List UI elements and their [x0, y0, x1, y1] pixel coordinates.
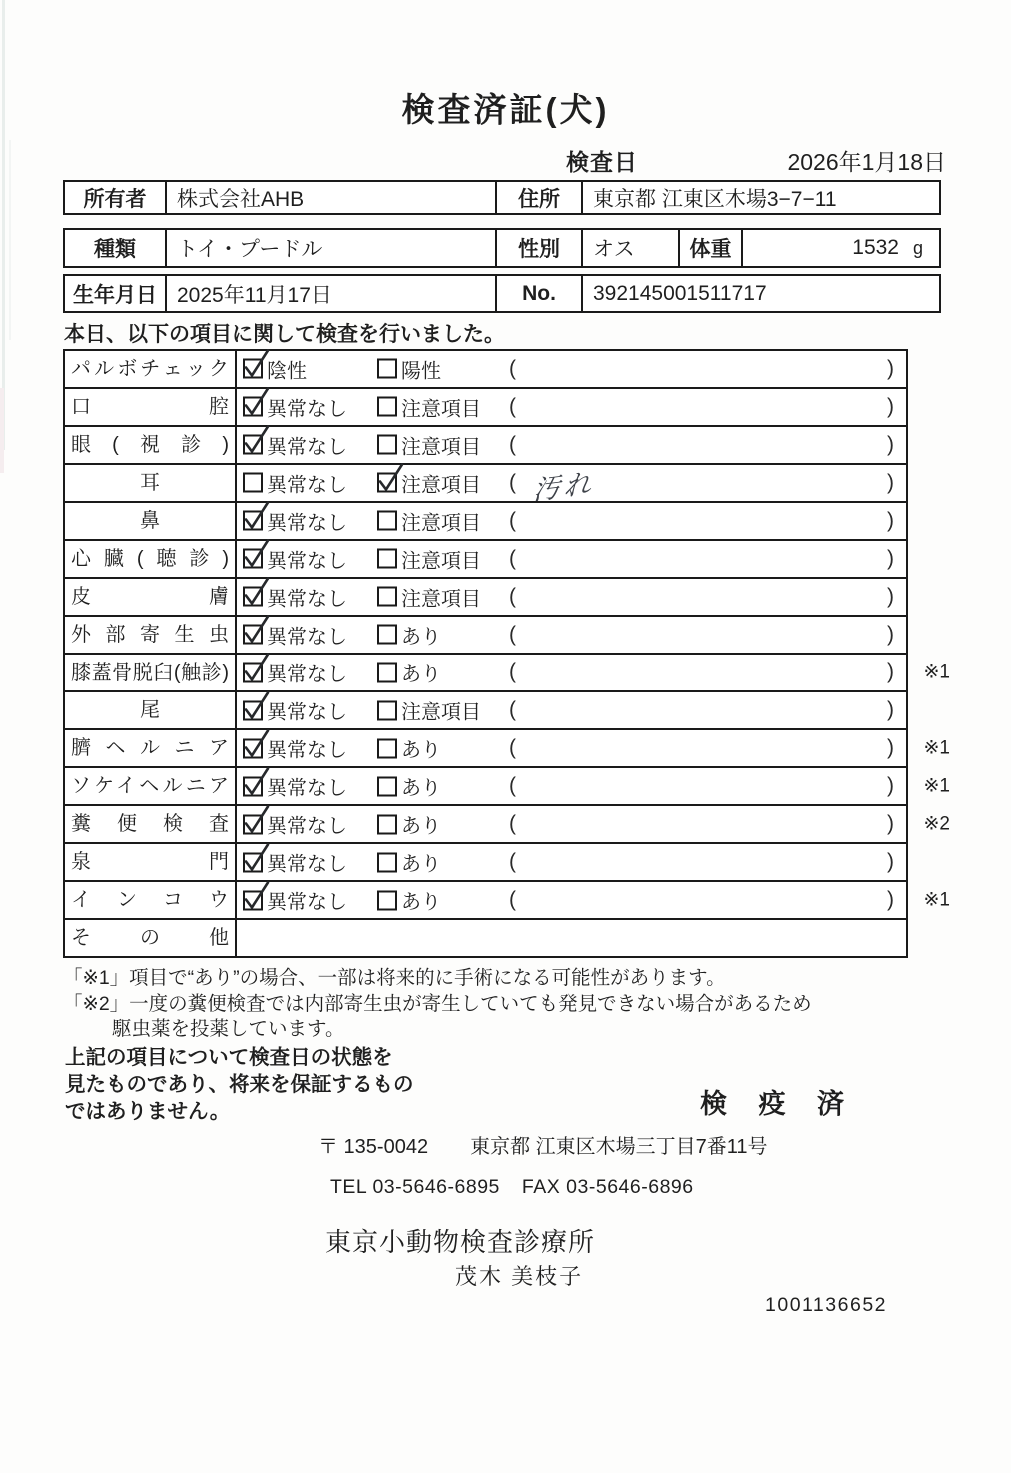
result-option	[243, 544, 347, 573]
handwritten-remark: 汚れ	[532, 467, 596, 506]
checkbox-checked	[243, 625, 263, 645]
clinic-tel: TEL 03-5646-6895	[330, 1176, 500, 1198]
result-option	[243, 810, 347, 839]
checkbox-checked	[243, 549, 263, 569]
remarks-paren-close: )	[887, 546, 894, 570]
result-option	[377, 506, 481, 535]
remarks-paren-open: (	[509, 470, 516, 494]
checkbox-unchecked	[377, 587, 397, 607]
remarks-paren-close: )	[887, 508, 894, 532]
clinic-tel-fax-line	[330, 1176, 694, 1199]
remarks-paren-open: (	[509, 888, 516, 912]
result-option	[377, 696, 481, 725]
checklist-row	[65, 918, 906, 956]
item-label: 眼(視診)	[65, 427, 237, 463]
item-label: 皮膚	[65, 579, 237, 615]
checkbox-unchecked	[377, 435, 397, 455]
result-option	[243, 886, 347, 915]
scan-artifact-smudge	[0, 388, 4, 473]
item-label: 口腔	[65, 389, 237, 425]
option-label: あり	[401, 739, 441, 762]
remarks-paren-open: (	[509, 812, 516, 836]
checkbox-checked	[243, 890, 263, 910]
remarks-paren-close: )	[887, 660, 894, 684]
option-label: 異常なし	[267, 436, 347, 459]
option-label: 異常なし	[267, 663, 347, 686]
footnote-mark: ※1	[923, 737, 950, 759]
result-option	[243, 582, 347, 611]
option-label: 異常なし	[267, 815, 347, 838]
remarks-paren-open: (	[509, 622, 516, 646]
checklist-row	[65, 351, 906, 387]
address-value: 東京都 江東区木場3−7−11	[581, 182, 939, 213]
remarks-paren-close: )	[887, 622, 894, 646]
option-label: 注意項目	[401, 474, 481, 497]
weight-label: 体重	[678, 230, 741, 266]
item-label: 膝蓋骨脱臼(触診)	[65, 655, 237, 691]
remarks-paren-close: )	[887, 812, 894, 836]
option-label: 異常なし	[267, 398, 347, 421]
checkbox-unchecked	[377, 738, 397, 758]
checkbox-unchecked	[377, 397, 397, 417]
sex-value: オス	[581, 230, 678, 266]
item-label: 尾	[65, 692, 237, 728]
checklist-row	[65, 501, 906, 539]
birthdate-value: 2025年11月17日	[165, 276, 495, 311]
remarks-paren-open: (	[509, 660, 516, 684]
option-label: 異常なし	[267, 474, 347, 497]
result-option	[377, 734, 441, 763]
checkbox-unchecked	[377, 700, 397, 720]
remarks-paren-open: (	[509, 736, 516, 760]
remarks-paren-open: (	[509, 774, 516, 798]
item-label: 耳	[65, 465, 237, 501]
result-option	[377, 848, 441, 877]
result-option	[243, 468, 347, 497]
breed-row	[63, 228, 941, 268]
checkbox-unchecked	[377, 814, 397, 834]
result-option	[377, 886, 441, 915]
disclaimer-line3: ではありません。	[65, 1100, 231, 1123]
remarks-paren-close: )	[887, 850, 894, 874]
breed-label: 種類	[94, 238, 136, 261]
sex-label: 性別	[495, 230, 581, 266]
checklist-row	[65, 425, 906, 463]
checkbox-checked	[243, 662, 263, 682]
result-option	[377, 810, 441, 839]
checkbox-checked	[243, 435, 263, 455]
scan-artifact-line	[9, 140, 11, 340]
remarks-paren-close: )	[887, 584, 894, 608]
item-label: 心臓(聴診)	[65, 541, 237, 577]
result-option	[377, 620, 441, 649]
clinic-name: 東京小動物検査診療所	[325, 1227, 596, 1257]
result-option	[377, 468, 481, 497]
option-label: あり	[401, 663, 441, 686]
checklist-row	[65, 539, 906, 577]
option-label: 注意項目	[401, 436, 481, 459]
checklist-row	[65, 615, 906, 653]
result-option	[377, 544, 481, 573]
checklist-row	[65, 766, 950, 804]
checkbox-checked	[377, 473, 397, 493]
owner-value: 株式会社AHB	[165, 182, 495, 213]
option-label: 注意項目	[401, 512, 481, 535]
checklist-row	[65, 804, 950, 842]
checklist-table	[63, 349, 950, 958]
checkbox-unchecked	[377, 511, 397, 531]
footnote-2-line1: 「※2」一度の糞便検査では内部寄生虫が寄生していても発見できない場合があるため	[63, 993, 812, 1015]
item-label: その他	[65, 920, 237, 956]
checkbox-unchecked	[377, 776, 397, 796]
item-label: 臍ヘルニア	[65, 730, 237, 766]
clinic-fax: FAX 03-5646-6896	[521, 1176, 694, 1198]
option-label: 異常なし	[267, 739, 347, 762]
remarks-paren-close: )	[887, 774, 894, 798]
option-label: 異常なし	[267, 701, 347, 724]
no-value: 392145001511717	[581, 276, 939, 311]
checkbox-checked	[243, 738, 263, 758]
checklist-row	[65, 728, 950, 766]
checklist-row	[65, 690, 906, 728]
footnote-1: 「※1」項目で“あり”の場合、一部は将来的に手術になる可能性があります。	[63, 967, 726, 989]
disclaimer-line2: 見たものであり、将来を保証するもの	[65, 1073, 414, 1096]
remarks-paren-open: (	[509, 356, 516, 380]
option-label: あり	[401, 777, 441, 800]
owner-label: 所有者	[83, 187, 147, 211]
veterinarian-name: 茂木 美枝子	[455, 1264, 584, 1289]
remarks-paren-close: )	[887, 394, 894, 418]
checkbox-checked	[243, 814, 263, 834]
result-option	[243, 772, 347, 801]
checklist-row	[65, 463, 906, 506]
result-option	[377, 772, 441, 801]
option-label: 陰性	[267, 360, 307, 383]
clinic-address: 東京都 江東区木場三丁目7番11号	[470, 1136, 768, 1158]
checklist-row	[65, 880, 950, 918]
remarks-paren-close: )	[887, 356, 894, 380]
footnote-mark: ※1	[923, 661, 950, 683]
remarks-paren-close: )	[887, 736, 894, 760]
option-label: 陽性	[401, 360, 441, 383]
result-option	[377, 582, 481, 611]
checkbox-checked	[243, 776, 263, 796]
footnote-mark: ※1	[923, 889, 950, 911]
option-label: あり	[401, 815, 441, 838]
item-label: ソケイヘルニア	[65, 768, 237, 804]
checkbox-unchecked	[377, 890, 397, 910]
checkbox-unchecked	[377, 359, 397, 379]
inspection-date-label: 検査日	[566, 149, 638, 175]
clinic-address-line	[318, 1130, 768, 1159]
option-label: 注意項目	[401, 588, 481, 611]
result-option	[243, 620, 347, 649]
result-option	[243, 848, 347, 877]
no-label: No.	[495, 276, 581, 311]
remarks-paren-close: )	[887, 470, 894, 494]
result-option	[243, 392, 347, 421]
remarks-paren-open: (	[509, 698, 516, 722]
document-title: 検査済証(犬)	[401, 91, 610, 128]
address-label: 住所	[495, 182, 581, 213]
option-label: あり	[401, 626, 441, 649]
scan-artifact-line	[2, 0, 5, 450]
result-option	[243, 734, 347, 763]
checkbox-checked	[243, 511, 263, 531]
checkbox-checked	[243, 852, 263, 872]
checkbox-unchecked	[377, 549, 397, 569]
remarks-paren-open: (	[509, 394, 516, 418]
remarks-paren-close: )	[887, 698, 894, 722]
result-option	[377, 658, 441, 687]
checklist-row	[65, 577, 906, 615]
option-label: 異常なし	[267, 891, 347, 914]
result-option	[243, 506, 347, 535]
result-option	[243, 354, 307, 383]
checkbox-checked	[243, 587, 263, 607]
remarks-paren-open: (	[509, 546, 516, 570]
checkbox-unchecked	[377, 625, 397, 645]
option-label: 注意項目	[401, 701, 481, 724]
option-label: 異常なし	[267, 626, 347, 649]
checklist-row	[65, 842, 906, 880]
option-label: 異常なし	[267, 550, 347, 573]
remarks-paren-close: )	[887, 888, 894, 912]
option-label: 異常なし	[267, 512, 347, 535]
intro-sentence: 本日、以下の項目に関して検査を行いました。	[64, 323, 505, 346]
result-option	[377, 430, 481, 459]
result-option	[243, 658, 347, 687]
checkbox-unchecked	[377, 662, 397, 682]
remarks-paren-close: )	[887, 432, 894, 456]
item-label: 泉門	[65, 844, 237, 880]
weight-cell	[741, 230, 939, 266]
checkbox-checked	[243, 359, 263, 379]
footnote-2-line2: 駆虫薬を投薬しています。	[112, 1018, 345, 1040]
item-label: 外部寄生虫	[65, 617, 237, 653]
footnote-mark: ※1	[923, 775, 950, 797]
result-option	[243, 696, 347, 725]
option-label: 注意項目	[401, 550, 481, 573]
birth-row	[63, 274, 941, 313]
item-label: インコウ	[65, 882, 237, 918]
breed-value: トイ・プードル	[165, 230, 495, 266]
option-label: 異常なし	[267, 777, 347, 800]
option-label: あり	[401, 853, 441, 876]
item-label: パルボチェック	[65, 351, 237, 387]
footnote-mark: ※2	[923, 813, 950, 835]
checklist-row	[65, 387, 906, 425]
checkbox-unchecked	[243, 473, 263, 493]
weight-unit: g	[912, 237, 923, 258]
birthdate-label: 生年月日	[73, 283, 157, 307]
serial-number: 1001136652	[765, 1294, 888, 1316]
quarantine-stamp: 検 疫 済	[700, 1089, 857, 1119]
checkbox-checked	[243, 700, 263, 720]
checkbox-unchecked	[377, 852, 397, 872]
option-label: 注意項目	[401, 398, 481, 421]
remarks-paren-open: (	[509, 432, 516, 456]
remarks-paren-open: (	[509, 850, 516, 874]
checklist-row	[65, 653, 950, 691]
result-option	[377, 354, 441, 383]
weight-value: 1532	[852, 236, 899, 259]
option-label: 異常なし	[267, 588, 347, 611]
item-label: 糞便検査	[65, 806, 237, 842]
result-option	[377, 392, 481, 421]
result-option	[243, 430, 347, 459]
item-label: 鼻	[65, 503, 237, 539]
inspection-date-value: 2026年1月18日	[787, 149, 946, 175]
checkbox-checked	[243, 397, 263, 417]
option-label: あり	[401, 891, 441, 914]
remarks-paren-open: (	[509, 508, 516, 532]
owner-row	[63, 180, 941, 215]
disclaimer-line1: 上記の項目について検査日の状態を	[65, 1046, 393, 1069]
disclaimer-text	[65, 1044, 414, 1125]
option-label: 異常なし	[267, 853, 347, 876]
clinic-postal-code: 〒 135-0042	[318, 1136, 429, 1158]
remarks-paren-open: (	[509, 584, 516, 608]
